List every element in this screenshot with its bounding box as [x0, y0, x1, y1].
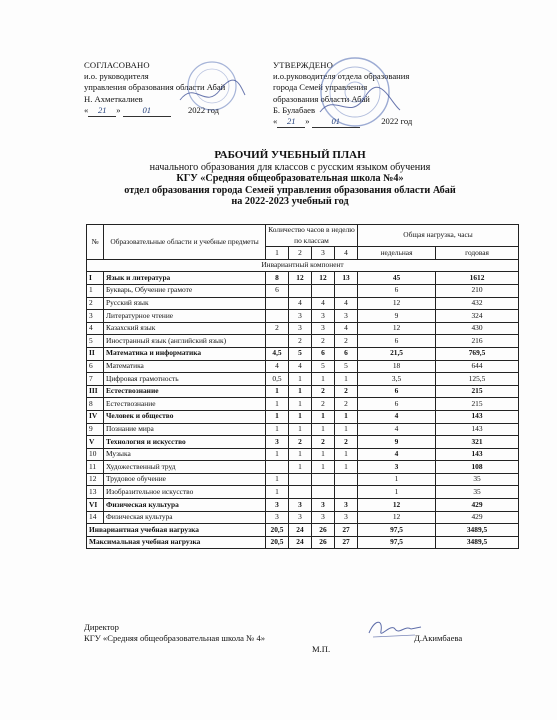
row-subject: Букварь, Обучение грамоте [104, 284, 266, 297]
table-row [87, 335, 519, 348]
row-subject: Человек и общество [104, 410, 266, 423]
row-hours-g3: 1 [312, 448, 335, 461]
row-subject: Математика и информатика [104, 347, 266, 360]
row-hours-g3: 1 [312, 373, 335, 386]
footer-signature [84, 622, 463, 654]
row-yearly: 1612 [436, 272, 519, 285]
section-label: Инвариантный компонент [87, 259, 519, 272]
title-school: КГУ «Средняя общеобразовательная школа №4» [176, 173, 404, 185]
row-hours-g2 [289, 473, 312, 486]
header-grade-4: 4 [335, 247, 358, 260]
row-subject: Физическая культура [104, 511, 266, 524]
total-weekly: 97,5 [358, 524, 436, 537]
row-subject: Изобразительное искусство [104, 486, 266, 499]
approval-position: и.о. руководителя [84, 71, 149, 82]
row-number: 11 [87, 461, 104, 474]
row-hours-g3: 1 [312, 423, 335, 436]
table-row [87, 448, 519, 461]
row-weekly: 3 [358, 461, 436, 474]
approval-organization-2: образования области Абай [273, 93, 370, 104]
row-hours-g1: 3 [266, 436, 289, 449]
row-yearly: 125,5 [436, 373, 519, 386]
table-header-row [87, 225, 519, 247]
row-hours-g2: 5 [289, 347, 312, 360]
row-number: 14 [87, 511, 104, 524]
row-yearly: 143 [436, 410, 519, 423]
row-hours-g2: 1 [289, 373, 312, 386]
row-hours-g1: 2 [266, 322, 289, 335]
row-subject: Язык и литература [104, 272, 266, 285]
total-yearly: 3489,5 [436, 524, 519, 537]
row-weekly: 1 [358, 486, 436, 499]
approval-date: « 21 » 01 2022 год [273, 116, 473, 128]
total-yearly: 3489,5 [436, 536, 519, 549]
header-subject: Образовательные области и учебные предметы [104, 225, 266, 260]
row-hours-g4: 3 [335, 310, 358, 323]
row-yearly: 432 [436, 297, 519, 310]
header-grade-3: 3 [312, 247, 335, 260]
row-subject: Физическая культура [104, 499, 266, 512]
date-month: 01 [312, 116, 360, 128]
row-weekly: 12 [358, 297, 436, 310]
row-hours-g2: 1 [289, 448, 312, 461]
header-grade-2: 2 [289, 247, 312, 260]
director-signature [365, 615, 425, 643]
document-title [60, 150, 520, 208]
row-hours-g2: 2 [289, 436, 312, 449]
header-yearly: годовая [436, 247, 519, 260]
row-number: 3 [87, 310, 104, 323]
row-hours-g1: 3 [266, 511, 289, 524]
row-hours-g2 [289, 486, 312, 499]
row-weekly: 3,5 [358, 373, 436, 386]
row-number: 1 [87, 284, 104, 297]
row-hours-g1: 1 [266, 448, 289, 461]
row-weekly: 4 [358, 423, 436, 436]
approval-header: СОГЛАСОВАНО [84, 60, 150, 70]
row-hours-g1: 6 [266, 284, 289, 297]
table-section-row [87, 272, 519, 285]
row-yearly: 644 [436, 360, 519, 373]
row-yearly: 324 [436, 310, 519, 323]
row-hours-g3: 3 [312, 499, 335, 512]
total-hours-g3: 26 [312, 524, 335, 537]
total-hours-g4: 27 [335, 536, 358, 549]
footer-position: Директор [84, 622, 119, 632]
row-number: 9 [87, 423, 104, 436]
row-hours-g3: 3 [312, 310, 335, 323]
total-hours-g1: 20,5 [266, 536, 289, 549]
row-weekly: 12 [358, 511, 436, 524]
table-row [87, 423, 519, 436]
row-number: 12 [87, 473, 104, 486]
curriculum-table [86, 224, 519, 549]
row-hours-g2: 1 [289, 461, 312, 474]
row-number: 13 [87, 486, 104, 499]
table-row [87, 398, 519, 411]
row-hours-g4: 2 [335, 436, 358, 449]
table-row [87, 360, 519, 373]
row-hours-g3 [312, 284, 335, 297]
total-hours-g4: 27 [335, 524, 358, 537]
title-year: на 2022-2023 учебный год [231, 196, 349, 208]
row-yearly: 143 [436, 423, 519, 436]
table-section-row [87, 436, 519, 449]
row-hours-g2: 4 [289, 360, 312, 373]
table-row [87, 297, 519, 310]
row-hours-g2: 1 [289, 385, 312, 398]
row-hours-g4: 4 [335, 322, 358, 335]
row-number: 10 [87, 448, 104, 461]
row-hours-g2: 12 [289, 272, 312, 285]
table-row [87, 486, 519, 499]
approval-organization: города Семей управления [273, 82, 368, 93]
title-subtitle: начального образования для классов с русским языком обучения [149, 161, 431, 173]
row-hours-g4: 2 [335, 385, 358, 398]
approval-header: УТВЕРЖДЕНО [273, 60, 334, 70]
row-hours-g1: 1 [266, 398, 289, 411]
row-hours-g3: 1 [312, 461, 335, 474]
row-hours-g4: 1 [335, 423, 358, 436]
row-subject: Математика [104, 360, 266, 373]
row-hours-g2: 2 [289, 335, 312, 348]
row-number: V [87, 436, 104, 449]
row-hours-g4: 1 [335, 461, 358, 474]
total-weekly: 97,5 [358, 536, 436, 549]
header-number: № [87, 225, 104, 260]
row-hours-g3: 12 [312, 272, 335, 285]
title-main: РАБОЧИЙ УЧЕБНЫЙ ПЛАН [214, 149, 366, 161]
row-yearly: 430 [436, 322, 519, 335]
date-month: 01 [123, 105, 171, 117]
row-number: IV [87, 410, 104, 423]
row-hours-g4 [335, 284, 358, 297]
table-total-row [87, 536, 519, 549]
row-hours-g3: 2 [312, 335, 335, 348]
row-subject: Трудовое обучение [104, 473, 266, 486]
row-yearly: 108 [436, 461, 519, 474]
row-weekly: 12 [358, 499, 436, 512]
row-hours-g2: 3 [289, 310, 312, 323]
row-weekly: 18 [358, 360, 436, 373]
row-number: 7 [87, 373, 104, 386]
row-hours-g1 [266, 297, 289, 310]
row-yearly: 216 [436, 335, 519, 348]
footer-signer: Д.Акимбаева [414, 633, 463, 643]
row-hours-g4: 6 [335, 347, 358, 360]
row-hours-g1: 1 [266, 473, 289, 486]
row-number: III [87, 385, 104, 398]
row-hours-g3 [312, 473, 335, 486]
row-weekly: 1 [358, 473, 436, 486]
row-weekly: 21,5 [358, 347, 436, 360]
row-hours-g2: 1 [289, 398, 312, 411]
total-hours-g1: 20,5 [266, 524, 289, 537]
row-weekly: 6 [358, 398, 436, 411]
header-total-load: Общая нагрузка, часы [358, 225, 519, 247]
approval-signer-name: Б. Булабаев [273, 104, 316, 115]
row-hours-g1: 1 [266, 423, 289, 436]
row-hours-g4: 1 [335, 373, 358, 386]
row-hours-g2: 3 [289, 499, 312, 512]
row-subject: Иностранный язык (английский язык) [104, 335, 266, 348]
row-weekly: 6 [358, 385, 436, 398]
row-hours-g3: 5 [312, 360, 335, 373]
row-number: 4 [87, 322, 104, 335]
row-subject: Естествознание [104, 385, 266, 398]
row-hours-g3: 1 [312, 410, 335, 423]
table-section-row [87, 385, 519, 398]
row-weekly: 9 [358, 436, 436, 449]
date-day: 21 [88, 105, 116, 117]
row-hours-g4: 1 [335, 448, 358, 461]
row-hours-g4: 13 [335, 272, 358, 285]
row-yearly: 429 [436, 511, 519, 524]
row-subject: Музыка [104, 448, 266, 461]
row-hours-g3: 2 [312, 398, 335, 411]
table-row [87, 284, 519, 297]
row-hours-g1 [266, 335, 289, 348]
row-number: 8 [87, 398, 104, 411]
total-hours-g2: 24 [289, 536, 312, 549]
row-weekly: 4 [358, 448, 436, 461]
row-hours-g2: 4 [289, 297, 312, 310]
table-row [87, 310, 519, 323]
row-hours-g1: 4 [266, 360, 289, 373]
row-number: 6 [87, 360, 104, 373]
row-yearly: 143 [436, 448, 519, 461]
row-number: I [87, 272, 104, 285]
row-hours-g1: 1 [266, 486, 289, 499]
total-label: Максимальная учебная нагрузка [87, 536, 266, 549]
row-hours-g1: 1 [266, 410, 289, 423]
row-yearly: 210 [436, 284, 519, 297]
row-hours-g3: 6 [312, 347, 335, 360]
table-row [87, 473, 519, 486]
row-subject: Естествознание [104, 398, 266, 411]
row-yearly: 35 [436, 473, 519, 486]
row-hours-g3: 4 [312, 297, 335, 310]
row-hours-g1 [266, 461, 289, 474]
row-hours-g4: 3 [335, 511, 358, 524]
row-hours-g1: 0,5 [266, 373, 289, 386]
row-weekly: 12 [358, 322, 436, 335]
row-yearly: 215 [436, 385, 519, 398]
row-hours-g4: 1 [335, 410, 358, 423]
table-row [87, 461, 519, 474]
row-hours-g4: 2 [335, 335, 358, 348]
approval-date: « 21 » 01 2022 год [84, 105, 254, 117]
table-row [87, 322, 519, 335]
signature-mark-left [150, 60, 250, 120]
row-hours-g1 [266, 310, 289, 323]
date-year: 2022 год [187, 104, 220, 115]
table-total-row [87, 524, 519, 537]
total-label: Инвариантная учебная нагрузка [87, 524, 266, 537]
row-hours-g4 [335, 486, 358, 499]
row-yearly: 35 [436, 486, 519, 499]
total-hours-g3: 26 [312, 536, 335, 549]
row-subject: Художественный труд [104, 461, 266, 474]
row-subject: Технология и искусство [104, 436, 266, 449]
row-number: VI [87, 499, 104, 512]
row-number: 2 [87, 297, 104, 310]
date-year: 2022 год [381, 116, 413, 127]
row-hours-g1: 8 [266, 272, 289, 285]
row-subject: Цифровая грамотность [104, 373, 266, 386]
row-yearly: 769,5 [436, 347, 519, 360]
row-hours-g4 [335, 473, 358, 486]
row-subject: Русский язык [104, 297, 266, 310]
row-hours-g3: 3 [312, 322, 335, 335]
row-number: 5 [87, 335, 104, 348]
row-subject: Казахский язык [104, 322, 266, 335]
row-hours-g3: 2 [312, 385, 335, 398]
row-hours-g2: 3 [289, 322, 312, 335]
table-section-row [87, 410, 519, 423]
official-seal [300, 52, 413, 132]
row-yearly: 321 [436, 436, 519, 449]
footer-seal-label: М.П. [312, 644, 331, 654]
row-weekly: 45 [358, 272, 436, 285]
title-department: отдел образования города Семей управления образования области Абай [124, 184, 456, 196]
row-weekly: 4 [358, 410, 436, 423]
row-yearly: 429 [436, 499, 519, 512]
total-hours-g2: 24 [289, 524, 312, 537]
table-section-row [87, 499, 519, 512]
row-hours-g1: 4,5 [266, 347, 289, 360]
header-weekly: недельная [358, 247, 436, 260]
row-number: II [87, 347, 104, 360]
row-hours-g2 [289, 284, 312, 297]
header-hours-per-week: Количество часов в неделю по классам [266, 225, 358, 247]
section-row-invariant [87, 259, 519, 272]
row-hours-g2: 3 [289, 511, 312, 524]
row-hours-g1: 1 [266, 385, 289, 398]
row-hours-g4: 4 [335, 297, 358, 310]
header-grade-1: 1 [266, 247, 289, 260]
row-hours-g4: 2 [335, 398, 358, 411]
row-hours-g4: 5 [335, 360, 358, 373]
row-hours-g2: 1 [289, 410, 312, 423]
row-hours-g2: 1 [289, 423, 312, 436]
row-subject: Познание мира [104, 423, 266, 436]
footer-school: КГУ «Средняя общеобразовательная школа № 4» [84, 633, 266, 643]
row-weekly: 6 [358, 284, 436, 297]
row-weekly: 9 [358, 310, 436, 323]
row-yearly: 215 [436, 398, 519, 411]
table-section-row [87, 347, 519, 360]
row-weekly: 6 [358, 335, 436, 348]
row-hours-g3 [312, 486, 335, 499]
row-hours-g3: 2 [312, 436, 335, 449]
row-hours-g3: 3 [312, 511, 335, 524]
table-row [87, 373, 519, 386]
row-subject: Литературное чтение [104, 310, 266, 323]
approval-position: и.о.руководителя отдела образования [273, 71, 410, 82]
row-hours-g4: 3 [335, 499, 358, 512]
approval-organization: управления образования области Абай [84, 82, 226, 93]
date-day: 21 [277, 116, 305, 128]
approval-signer-name: Н. Ахметкалиев [84, 93, 143, 104]
row-hours-g1: 3 [266, 499, 289, 512]
table-row [87, 511, 519, 524]
